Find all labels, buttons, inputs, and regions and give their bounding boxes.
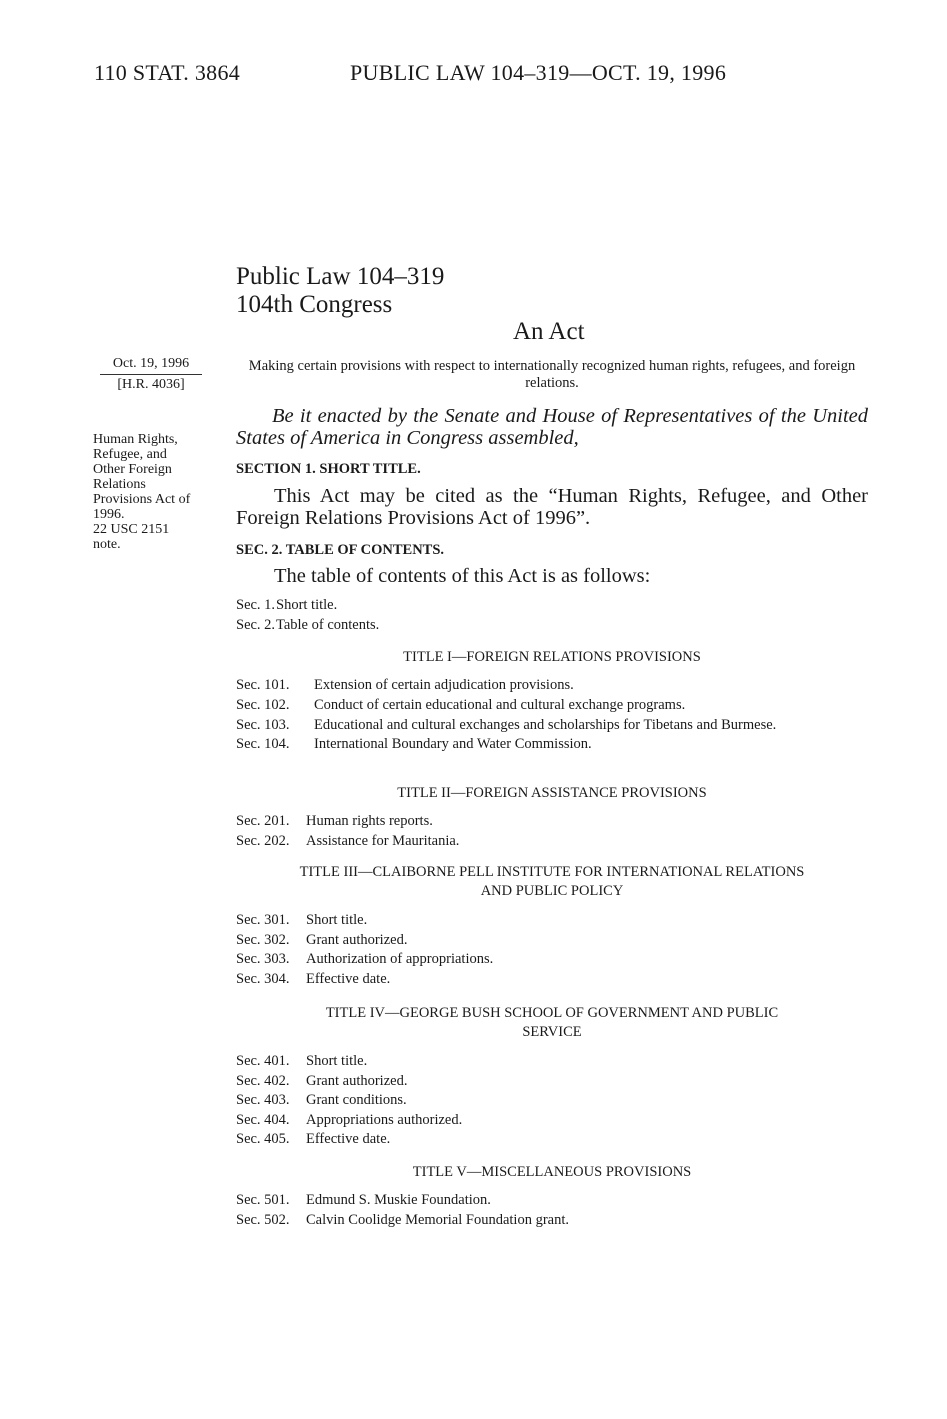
page-stat-citation: 110 STAT. 3864 — [94, 60, 241, 85]
toc-item-title: Effective date. — [306, 970, 391, 987]
toc-item-num: Sec. 403. — [236, 1092, 290, 1108]
toc-item — [236, 1191, 868, 1211]
toc-item-num: Sec. 103. — [236, 717, 290, 733]
toc-item — [236, 970, 868, 990]
toc-item-num: Sec. 2. — [236, 616, 276, 633]
toc-title-heading: TITLE II—FOREIGN ASSISTANCE PROVISIONS — [397, 785, 707, 801]
toc-item — [236, 832, 868, 852]
section-1-text: This Act may be cited as the “Human Rights, Refugee, and Other Foreign Relations Provisions Act of 1996”. — [236, 485, 868, 529]
law-title-block — [236, 263, 444, 319]
margin-note-line: note. — [93, 537, 121, 552]
toc-item-title: Educational and cultural exchanges and scholarships for Tibetans and Burmese. — [314, 717, 777, 733]
margin-note-line: Human Rights, — [93, 432, 178, 447]
toc-item-num: Sec. 404. — [236, 1111, 290, 1128]
toc-title-4-items — [236, 1052, 868, 1150]
toc-item — [236, 1211, 868, 1231]
toc-item — [236, 1052, 868, 1072]
toc-title-1 — [236, 648, 868, 667]
toc-title-5-items — [236, 1191, 868, 1230]
toc-item-title: International Boundary and Water Commission. — [314, 736, 592, 752]
toc-item-title: Extension of certain adjudication provisions. — [314, 677, 574, 693]
toc-item-title: Short title. — [306, 912, 368, 928]
congress-number: 104th Congress — [236, 291, 393, 318]
toc-item — [236, 1111, 868, 1131]
toc-item — [236, 1091, 868, 1111]
toc-title-5 — [236, 1163, 868, 1182]
toc-item-num: Sec. 104. — [236, 736, 290, 752]
toc-item-num: Sec. 501. — [236, 1192, 290, 1208]
toc-item — [236, 1072, 868, 1092]
toc-title-2-items — [236, 812, 868, 851]
toc-item — [236, 931, 868, 951]
toc-title-heading: TITLE V—MISCELLANEOUS PROVISIONS — [412, 1164, 692, 1180]
running-header: PUBLIC LAW 104–319—OCT. 19, 1996 — [350, 60, 727, 85]
toc-item-num: Sec. 101. — [236, 677, 290, 693]
toc-item-num: Sec. 201. — [236, 813, 290, 829]
toc-item — [236, 616, 868, 636]
toc-item-num: Sec. 202. — [236, 832, 290, 849]
public-law-number: Public Law 104–319 — [236, 263, 445, 290]
toc-item-title: Authorization of appropriations. — [306, 951, 494, 967]
toc-title-heading-line: AND PUBLIC POLICY — [480, 883, 624, 899]
toc-title-2 — [236, 784, 868, 803]
margin-note-line: Relations — [93, 477, 146, 492]
toc-title-3-items — [236, 911, 868, 989]
act-purpose: Making certain provisions with respect to internationally recognized human rights, refugees, and foreign relations. — [248, 358, 856, 391]
toc-item-title: Short title. — [276, 597, 338, 613]
toc-item-num: Sec. 402. — [236, 1072, 290, 1089]
toc-item-title: Grant authorized. — [306, 931, 408, 948]
toc-item-num: Sec. 301. — [236, 912, 290, 928]
enactment-date: Oct. 19, 1996 — [112, 356, 190, 371]
toc-title-heading — [236, 1004, 868, 1042]
toc-front — [236, 596, 868, 635]
toc-title-heading: TITLE I—FOREIGN RELATIONS PROVISIONS — [403, 649, 701, 665]
toc-item-title: Grant authorized. — [306, 1072, 408, 1089]
toc-title-3 — [236, 863, 868, 901]
margin-note-line: Other Foreign — [93, 462, 172, 477]
toc-item-title: Human rights reports. — [306, 813, 433, 829]
toc-item-title: Assistance for Mauritania. — [306, 832, 460, 849]
toc-item-title: Appropriations authorized. — [306, 1111, 463, 1128]
margin-date-bill — [100, 356, 202, 393]
toc-item — [236, 735, 868, 755]
toc-item-num: Sec. 401. — [236, 1053, 290, 1069]
toc-item-title: Calvin Coolidge Memorial Foundation grant. — [306, 1211, 569, 1228]
toc-title-4 — [236, 1004, 868, 1042]
section-1-heading: SECTION 1. SHORT TITLE. — [236, 461, 421, 477]
toc-item-title: Edmund S. Muskie Foundation. — [306, 1192, 491, 1208]
margin-note-line: Refugee, and — [93, 447, 167, 462]
toc-item — [236, 950, 868, 970]
section-2-text: The table of contents of this Act is as follows: — [274, 565, 651, 587]
toc-title-heading-line: SERVICE — [522, 1024, 582, 1040]
toc-item-num: Sec. 405. — [236, 1131, 290, 1147]
margin-note-line: Provisions Act of — [93, 492, 191, 507]
toc-item-num: Sec. 304. — [236, 970, 290, 987]
section-2-heading: SEC. 2. TABLE OF CONTENTS. — [236, 542, 445, 558]
toc-item-num: Sec. 102. — [236, 696, 290, 713]
toc-item — [236, 812, 868, 832]
margin-note — [93, 432, 223, 552]
toc-item-num: Sec. 502. — [236, 1211, 290, 1228]
toc-item — [236, 717, 868, 733]
toc-item — [236, 676, 868, 696]
toc-item — [236, 1130, 868, 1150]
toc-item-num: Sec. 303. — [236, 951, 290, 967]
act-heading: An Act — [513, 318, 585, 345]
toc-item — [236, 696, 868, 716]
toc-title-heading-line: TITLE III—CLAIBORNE PELL INSTITUTE FOR INTERNATIONAL RELATIONS — [299, 864, 805, 880]
toc-item-num: Sec. 302. — [236, 931, 290, 948]
toc-item-title: Grant conditions. — [306, 1092, 407, 1108]
toc-title-heading-line: TITLE IV—GEORGE BUSH SCHOOL OF GOVERNMENT AND PUBLIC — [325, 1005, 779, 1021]
toc-item-title: Conduct of certain educational and cultural exchange programs. — [314, 696, 686, 713]
toc-item-title: Table of contents. — [276, 616, 380, 633]
margin-note-line: 1996. — [93, 507, 125, 522]
margin-note-line: 22 USC 2151 — [93, 522, 170, 537]
enacting-clause: Be it enacted by the Senate and House of Representatives of the United States of America in Congress assembled, — [236, 405, 868, 449]
toc-title-1-items — [236, 676, 868, 755]
toc-item-title: Effective date. — [306, 1131, 391, 1147]
toc-title-heading — [236, 863, 868, 901]
toc-item-num: Sec. 1. — [236, 597, 276, 613]
toc-item-title: Short title. — [306, 1053, 368, 1069]
margin-rule — [100, 374, 202, 375]
toc-item — [236, 596, 868, 616]
bill-number: [H.R. 4036] — [117, 377, 185, 392]
toc-item — [236, 911, 868, 931]
